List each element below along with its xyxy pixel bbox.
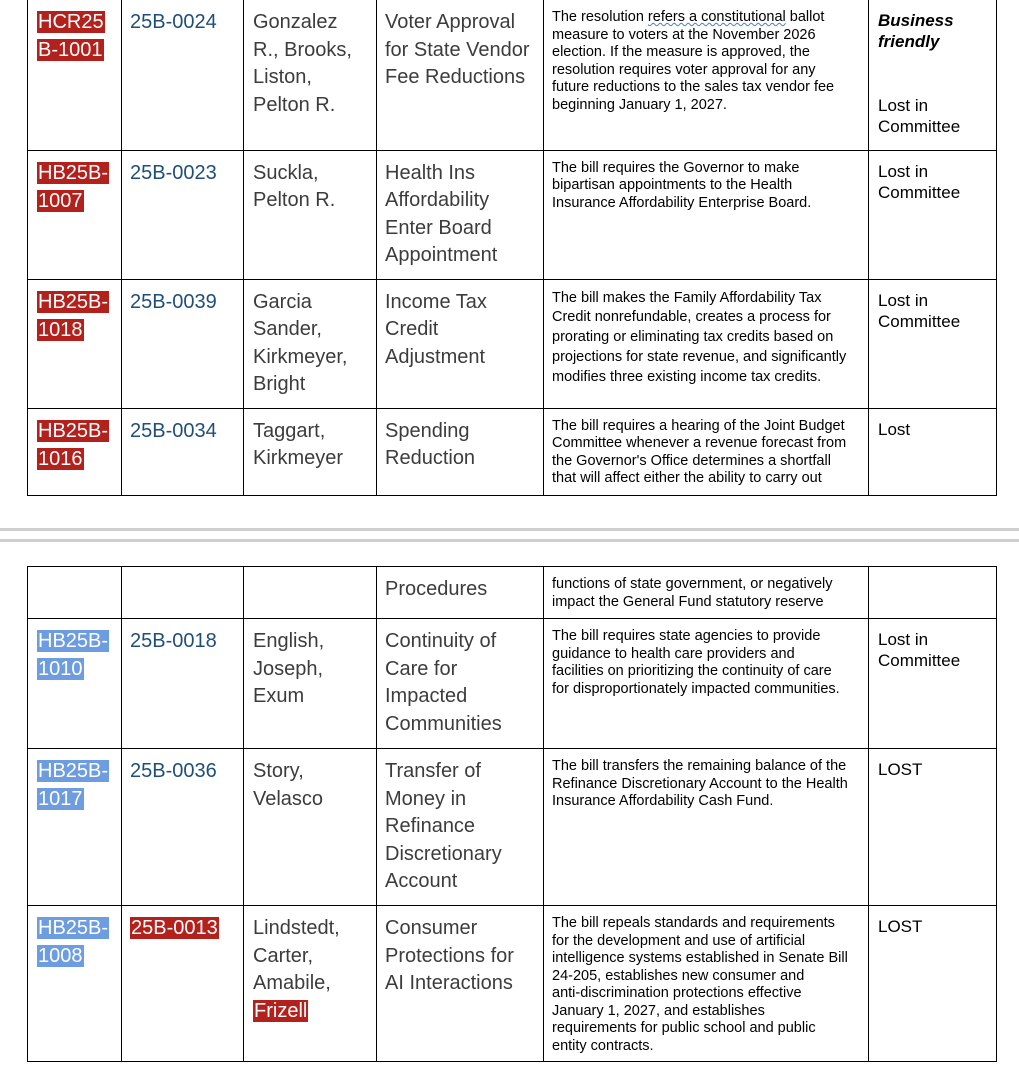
title-line: Discretionary — [385, 842, 502, 865]
bill-number-cell — [28, 0, 122, 150]
summary-line: projections for state revenue, and significantly — [552, 348, 847, 365]
summary-line: for the development and use of artificial — [552, 932, 806, 949]
summary-line: measure to voters at the November 2026 — [552, 26, 816, 43]
sponsor-line: Exum — [253, 685, 305, 707]
sponsor-line: Pelton R. — [253, 93, 336, 116]
table-row — [28, 279, 997, 408]
sponsor-line: Story, — [253, 760, 304, 782]
sponsors-cell — [244, 749, 377, 906]
sponsor-line: Bright — [253, 373, 306, 395]
table-row — [28, 619, 997, 749]
summary-line: The bill requires state agencies to provide — [552, 628, 821, 644]
summary-line: that will affect either the ability to carry out — [552, 470, 822, 486]
status-cell — [869, 0, 997, 150]
summary-line: guidance to health care providers and — [552, 645, 795, 662]
bill-number-line: 1008 — [38, 945, 83, 967]
bill-number-line: HCR25 — [38, 11, 104, 33]
summary-line: The bill repeals standards and requirements — [552, 915, 835, 931]
summary-line: Credit nonrefundable, creates a process for — [552, 309, 831, 326]
status-line: Committee — [878, 182, 961, 202]
bill-title-cell — [377, 408, 544, 495]
title-line: Impacted — [385, 685, 468, 707]
summary-line: modifies three existing income tax credits. — [552, 368, 822, 385]
summary-line: The bill requires the Governor to make — [552, 159, 800, 176]
summary-line: entity contracts. — [552, 1037, 654, 1054]
sponsors-cell — [244, 150, 377, 279]
sponsor-line: Velasco — [253, 787, 324, 810]
draft-number-cell — [122, 906, 244, 1062]
status-line: LOST — [878, 917, 923, 936]
status-cell — [869, 408, 997, 495]
summary-line: The bill makes the Family Affordability Tax — [552, 289, 822, 306]
sponsor-line: Joseph, — [253, 657, 324, 680]
title-line: Continuity of — [385, 630, 497, 652]
title-line: Credit — [385, 318, 439, 340]
title-line: Protections for — [385, 944, 514, 967]
status-line: Committee — [878, 651, 961, 670]
sponsor-line: Liston, — [253, 66, 312, 88]
status-line: Committee — [878, 311, 961, 331]
bill-number-line: HB25B- — [38, 290, 109, 313]
summary-cell — [544, 0, 869, 150]
summary-line: the Governor's Office determines a shortfall — [552, 452, 831, 469]
bill-number-line: 1018 — [38, 318, 83, 341]
summary-line: beginning January 1, 2027. — [552, 96, 727, 113]
summary-line: Refinance Discretionary Account to the Health — [552, 775, 848, 792]
title-line: Refinance — [385, 815, 476, 837]
sponsor-line: Lindstedt, — [253, 917, 340, 939]
summary-cell — [544, 567, 869, 619]
title-line: Procedures — [385, 578, 488, 600]
status-cell — [869, 906, 997, 1062]
bill-number-cell — [28, 408, 122, 495]
table-row — [28, 749, 997, 906]
status-line: Lost in — [878, 630, 929, 649]
status-cell — [869, 150, 997, 279]
table-row — [28, 567, 997, 619]
summary-line: resolution requires voter approval for any — [552, 61, 816, 78]
tag-line: Business — [878, 11, 954, 30]
title-line: Income Tax — [385, 290, 487, 313]
draft-number: 25B-0034 — [122, 408, 244, 495]
table-row — [28, 150, 997, 279]
bill-number-line: HB25B- — [38, 630, 109, 652]
summary-cell — [544, 408, 869, 495]
status-line: LOST — [878, 760, 923, 779]
summary-cell — [544, 150, 869, 279]
draft-number: 25B-0036 — [122, 749, 244, 906]
bills-table-top — [27, 0, 997, 496]
sponsor-line: Amabile, — [253, 972, 331, 994]
summary-line: future reductions to the sales tax vendor fee — [552, 79, 835, 95]
sponsor-line: Taggart, — [253, 419, 326, 442]
title-line: Spending — [385, 419, 470, 442]
title-line: Fee Reductions — [385, 66, 526, 88]
page-break-divider — [0, 528, 1019, 531]
summary-line: prorating or eliminating tax credits based on — [552, 329, 834, 346]
sponsor-line: R., Brooks, — [253, 38, 352, 61]
sponsor-line: Kirkmeyer — [253, 447, 344, 469]
title-line: Money in — [385, 787, 467, 810]
summary-line: functions of state government, or negatively — [552, 576, 833, 592]
empty-cell — [28, 567, 122, 619]
summary-line: The bill requires a hearing of the Joint Budget — [552, 417, 845, 434]
summary-line: Insurance Affordability Cash Fund. — [552, 793, 774, 809]
sponsor-line: English, — [253, 630, 325, 652]
title-line: AI Interactions — [385, 972, 513, 994]
bill-title-cell — [377, 906, 544, 1062]
draft-number: 25B-0039 — [122, 279, 244, 408]
title-line: Transfer of — [385, 760, 481, 782]
bill-number-cell — [28, 906, 122, 1062]
bill-number-cell — [28, 619, 122, 749]
summary-cell — [544, 279, 869, 408]
sponsor-line: Kirkmeyer, — [253, 345, 348, 368]
empty-cell — [869, 567, 997, 619]
summary-line: requirements for public school and public — [552, 1020, 816, 1036]
title-line: Adjustment — [385, 345, 486, 368]
status-line: Lost in — [878, 161, 929, 181]
sponsor-line: Suckla, — [253, 161, 319, 184]
summary-cell — [544, 619, 869, 749]
draft-number: 25B-0018 — [122, 619, 244, 749]
bills-table-bottom — [27, 566, 997, 1062]
sponsors-cell — [244, 906, 377, 1062]
draft-number: 25B-0013 — [131, 917, 218, 939]
summary-line: 24-205, establishes new consumer and — [552, 967, 805, 984]
status-line: Committee — [878, 117, 961, 136]
bill-number-line: 1007 — [38, 189, 83, 212]
summary-line: bipartisan appointments to the Health — [552, 177, 793, 193]
summary-line: election. If the measure is approved, the — [552, 44, 810, 60]
summary-line: Committee whenever a revenue forecast from — [552, 435, 847, 451]
summary-line: The bill transfers the remaining balance of the — [552, 758, 847, 774]
status-cell — [869, 619, 997, 749]
summary-line: facilities on prioritizing the continuity of care — [552, 663, 832, 679]
business-friendly-tag — [878, 10, 992, 52]
bill-number-line: 1016 — [38, 447, 83, 470]
title-line: Communities — [385, 712, 502, 735]
summary-line: anti-discrimination protections effective — [552, 985, 802, 1001]
bill-number-line: HB25B- — [38, 917, 109, 939]
tag-line: friendly — [878, 32, 940, 51]
summary-line: impact the General Fund statutory reserve — [552, 593, 824, 610]
sponsor-line: Gonzalez — [253, 11, 338, 33]
bill-title-cell — [377, 619, 544, 749]
sponsor-line: Garcia — [253, 290, 312, 313]
title-line: for State Vendor — [385, 38, 530, 61]
bill-number-line: HB25B- — [38, 161, 109, 184]
spellcheck-underlined-text: refers a constitutional — [647, 9, 786, 25]
status-line: Lost in — [878, 96, 929, 115]
bill-title-cell — [377, 0, 544, 150]
status-cell — [869, 279, 997, 408]
sponsors-cell — [244, 619, 377, 749]
title-line: Enter Board — [385, 216, 492, 239]
title-line: Affordability — [385, 189, 490, 211]
title-line: Care for — [385, 657, 458, 680]
summary-cell — [544, 749, 869, 906]
summary-line: Insurance Affordability Enterprise Board. — [552, 194, 812, 211]
bill-number-line: HB25B- — [38, 419, 109, 442]
sponsor-line: Carter, — [253, 944, 314, 967]
title-line: Appointment — [385, 244, 498, 266]
title-line: Voter Approval — [385, 11, 516, 33]
status-line: Lost — [878, 419, 911, 439]
bill-number-cell — [28, 279, 122, 408]
bill-number-line: B-1001 — [38, 39, 103, 61]
sponsor-line: Pelton R. — [253, 189, 336, 211]
bill-number-line: HB25B- — [38, 760, 109, 782]
sponsors-cell — [244, 408, 377, 495]
sponsors-cell — [244, 279, 377, 408]
sponsors-cell — [244, 0, 377, 150]
draft-number: 25B-0023 — [122, 150, 244, 279]
bill-title-cell — [377, 150, 544, 279]
empty-cell — [244, 567, 377, 619]
summary-line: January 1, 2027, and establishes — [552, 1002, 765, 1019]
title-line: Consumer — [385, 917, 478, 939]
title-line: Reduction — [385, 447, 476, 469]
summary-text: ballot — [785, 9, 825, 25]
bill-number-line: 1010 — [38, 658, 83, 680]
sponsor-highlighted: Frizell — [254, 999, 308, 1022]
bill-number-cell — [28, 749, 122, 906]
title-line: Account — [385, 870, 458, 892]
summary-line: for disproportionately impacted communities. — [552, 680, 840, 697]
bill-title-cell — [377, 567, 544, 619]
page-break-divider — [0, 539, 1019, 542]
summary-cell — [544, 906, 869, 1062]
draft-number: 25B-0024 — [122, 0, 244, 150]
title-line: Health Ins — [385, 161, 476, 184]
bill-title-cell — [377, 749, 544, 906]
summary-text: The resolution — [552, 9, 648, 25]
status-cell — [869, 749, 997, 906]
table-row — [28, 0, 997, 150]
summary-line: intelligence systems established in Senate Bill — [552, 950, 848, 966]
empty-cell — [122, 567, 244, 619]
bill-number-cell — [28, 150, 122, 279]
sponsor-line: Sander, — [253, 318, 322, 340]
bill-number-line: 1017 — [38, 788, 83, 810]
status-line: Lost in — [878, 290, 929, 310]
table-row — [28, 906, 997, 1062]
bill-title-cell — [377, 279, 544, 408]
table-row — [28, 408, 997, 495]
